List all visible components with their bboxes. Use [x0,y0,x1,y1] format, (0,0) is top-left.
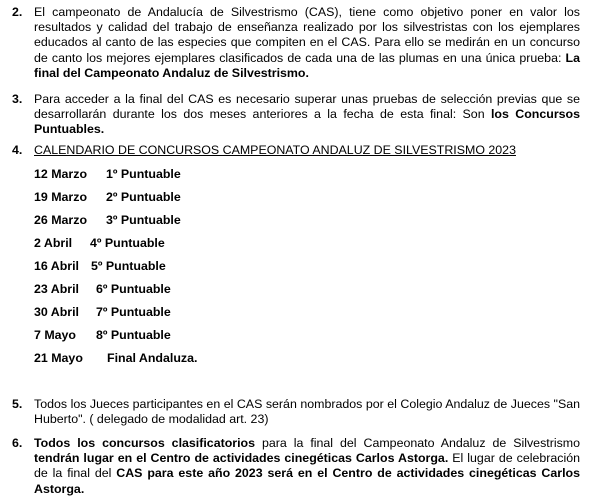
calendar-row [34,190,181,204]
calendar-row [34,167,181,181]
calendar-event: 3º Puntuable [106,213,181,227]
item-text-bold: los Concursos Puntuables. [34,107,580,137]
item-text-regular: El lugar de celebración de la final del [34,451,580,481]
calendar-date: 12 Marzo [34,167,88,181]
item-text-bold: La final del Campeonato Andaluz de Silvestrismo. [34,50,580,80]
calendar-date: 21 Mayo [34,351,83,365]
calendar-date: 23 Abril [34,282,79,296]
calendar-row [34,213,181,227]
item-text-bold: Todos los concursos clasificatorios [34,436,256,450]
item-number: 4. [12,143,23,157]
item-number: 3. [12,92,23,106]
item-text-regular: El campeonato de Andalucía de Silvestrismo (CAS), tiene como objetivo poner en valor los resultados y calidad del trabajo de enseñanza realizado por los silvestristas con los ejemplares educados al canto de las especies que compiten en el CAS. Para ello se medirán en un concurso de canto los mejores ejemplares clasificados de cada una de las plumas en una única prueba: [34,5,580,65]
calendar-row [34,305,171,319]
calendar-event: 1º Puntuable [106,167,181,181]
calendar-date: 19 Marzo [34,190,88,204]
calendar-event: 7º Puntuable [96,305,171,319]
item-text-bold: CAS para este año 2023 será en el Centro de actividades cinegéticas Carlos Astorga. [34,466,580,496]
item-text-regular: para la final del Campeonato Andaluz de Silvestrismo [255,436,580,450]
calendar-event: 5º Puntuable [91,259,166,273]
calendar-event: Final Andaluza. [107,351,198,365]
item-text [34,92,580,138]
calendar-row [34,259,166,273]
item-text-regular: Para acceder a la final del CAS es necesario superar unas pruebas de selección previas que se desarrollarán durante los dos meses anteriores a la fecha de esta final: Son [34,92,580,122]
calendar-event: 2º Puntuable [106,190,181,204]
item-number: 6. [12,436,23,450]
calendar-date: 26 Marzo [34,213,88,227]
item-number: 2. [12,5,23,19]
item-text: Todos los Jueces participantes en el CAS serán nombrados por el Colegio Andaluz de Jueces "San Huberto". ( delegado de modalidad art. 23) [34,397,580,427]
calendar-heading: CALENDARIO DE CONCURSOS CAMPEONATO ANDALUZ DE SILVESTRISMO 2023 [34,143,516,157]
calendar-row [34,328,171,342]
item-text [34,436,580,497]
item-number: 5. [12,397,23,411]
calendar-event: 8º Puntuable [96,328,171,342]
calendar-date: 2 Abril [34,236,73,250]
calendar-date: 7 Mayo [34,328,77,342]
item-text [34,5,580,81]
calendar-row [34,236,165,250]
calendar-event: 4º Puntuable [90,236,165,250]
calendar-row [34,282,171,296]
calendar-date: 16 Abril [34,259,79,273]
calendar-row [34,351,197,365]
calendar-date: 30 Abril [34,305,79,319]
calendar-event: 6º Puntuable [96,282,171,296]
item-text-bold: tendrán lugar en el Centro de actividades cinegéticas Carlos Astorga. [34,451,449,466]
